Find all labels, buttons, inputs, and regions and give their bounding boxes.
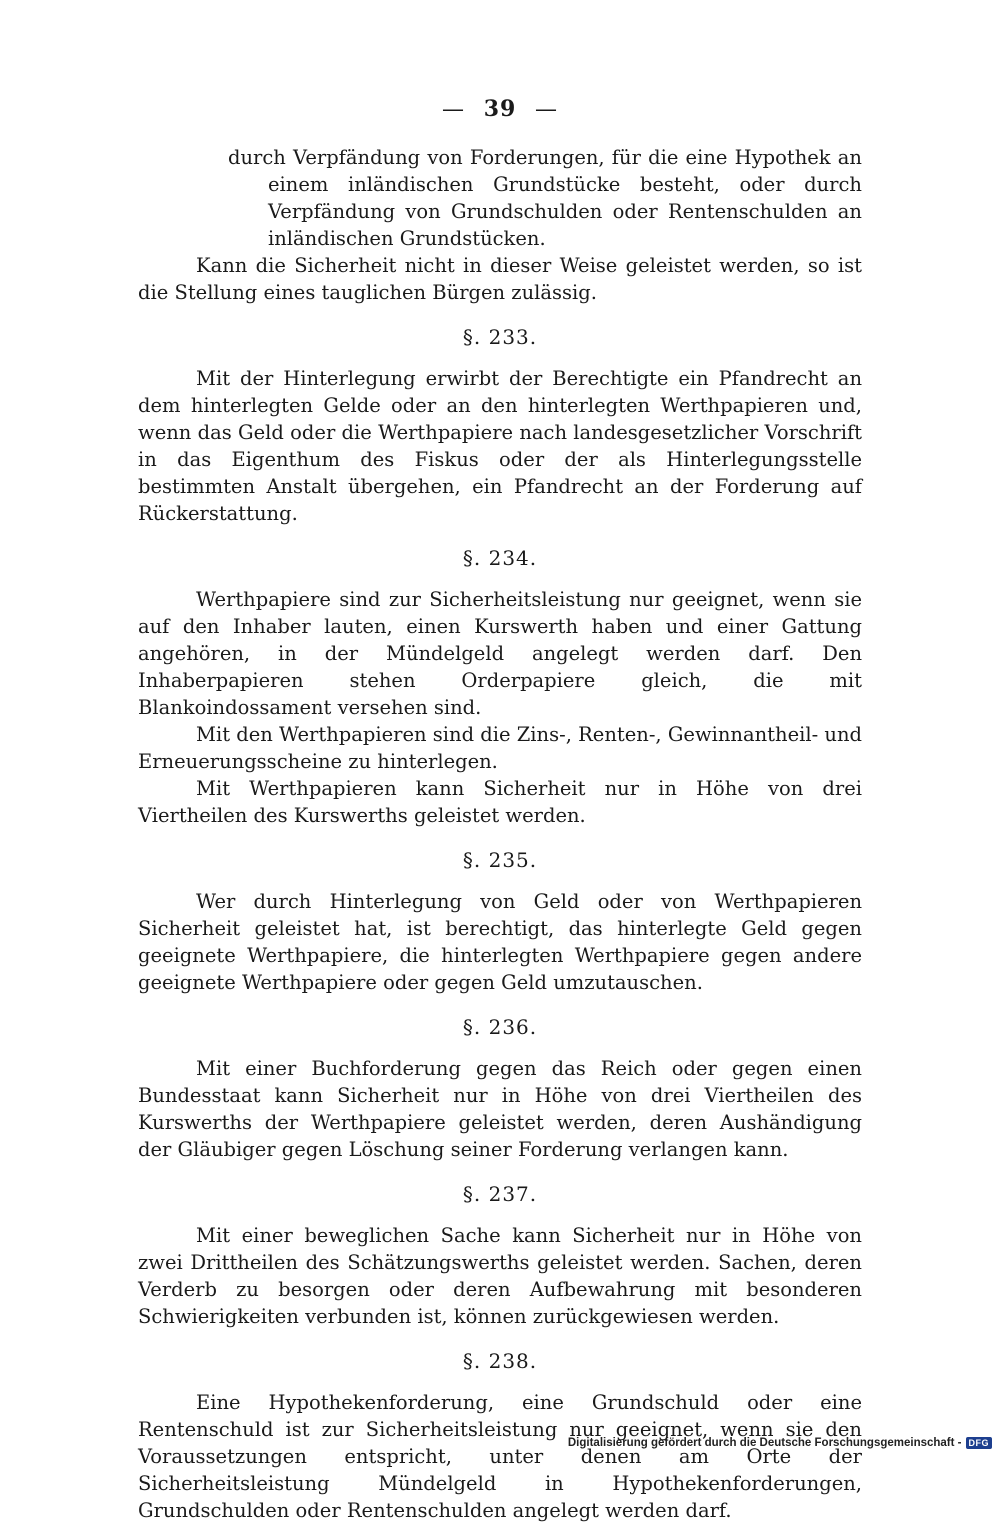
section-heading-234: §. 234.	[462, 546, 538, 570]
header-dash-right: —	[534, 97, 558, 122]
page-header	[0, 96, 1000, 122]
paragraph: Kann die Sicherheit nicht in dieser Weise geleistet werden, so ist die Stellung eines tauglichen Bürgen zulässig.	[138, 254, 862, 304]
digitization-footer	[568, 1437, 992, 1449]
paragraph: Mit einer Buchforderung gegen das Reich oder gegen einen Bundesstaat kann Sicherheit nur in Höhe von drei Viertheilen des Kurswerths der Werthpapiere geleistet werden, deren Aushändigung der Gläubiger gegen Löschung seiner Forderung verlangen kann.	[138, 1057, 862, 1161]
paragraph: Werthpapiere sind zur Sicherheitsleistung nur geeignet, wenn sie auf den Inhaber lauten, einen Kurswerth haben und einer Gattung angehören, in der Mündelgeld angelegt werden darf. Den Inhaberpapieren stehen Orderpapiere gleich, die mit Blankoindossament versehen sind.	[138, 588, 862, 719]
footer-credit: Digitalisierung gefördert durch die Deutsche Forschungsgemeinschaft -	[567, 1437, 962, 1449]
paragraph: Wer durch Hinterlegung von Geld oder von Werthpapieren Sicherheit geleistet hat, ist berechtigt, das hinterlegte Geld gegen geeignete Werthpapiere, die hinterlegten Werthpapiere gegen andere geeignete Werthpapiere oder gegen Geld umzutauschen.	[138, 890, 862, 994]
section-heading-236: §. 236.	[462, 1015, 538, 1039]
paragraph: Eine Hypothekenforderung, eine Grundschuld oder eine Rentenschuld ist zur Sicherheitsleistung nur geeignet, wenn sie den Voraussetzungen entspricht, unter denen am Orte der Sicherheitsleistung Mündelgeld in Hypothekenforderungen, Grundschulden oder Rentenschulden angelegt werden darf.	[138, 1391, 862, 1522]
paragraph: Mit Werthpapieren kann Sicherheit nur in Höhe von drei Viertheilen des Kurswerths geleistet werden.	[138, 777, 862, 827]
section-heading-233: §. 233.	[462, 325, 538, 349]
paragraph: Mit einer beweglichen Sache kann Sicherheit nur in Höhe von zwei Drittheilen des Schätzungswerths geleistet werden. Sachen, deren Verderb zu besorgen oder deren Aufbewahrung mit besonderen Schwierigkeiten verbunden ist, können zurückgewiesen werden.	[138, 1224, 862, 1328]
section-heading-237: §. 237.	[462, 1182, 538, 1206]
header-dash-left: —	[442, 97, 466, 122]
dfg-logo-icon: DFG	[966, 1437, 993, 1449]
section-heading-235: §. 235.	[462, 848, 538, 872]
paragraph: Mit den Werthpapieren sind die Zins-, Renten-, Gewinnantheil- und Erneuerungsscheine zu hinterlegen.	[138, 723, 862, 773]
paragraph-continued: durch Verpfändung von Forderungen, für die eine Hypothek an einem inländischen Grundstücke besteht, oder durch Verpfändung von Grundschulden oder Rentenschulden an inländischen Grundstücken.	[228, 146, 862, 250]
page-number: 39	[483, 96, 517, 122]
section-heading-238: §. 238.	[462, 1349, 538, 1373]
paragraph: Mit der Hinterlegung erwirbt der Berechtigte ein Pfandrecht an dem hinterlegten Gelde oder an den hinterlegten Werthpapieren und, wenn das Geld oder die Werthpapiere nach landesgesetzlicher Vorschrift in das Eigenthum des Fiskus oder der als Hinterlegungsstelle bestimmten Anstalt übergehen, ein Pfandrecht an der Forderung auf Rückerstattung.	[138, 367, 862, 525]
body-text	[138, 144, 862, 1524]
